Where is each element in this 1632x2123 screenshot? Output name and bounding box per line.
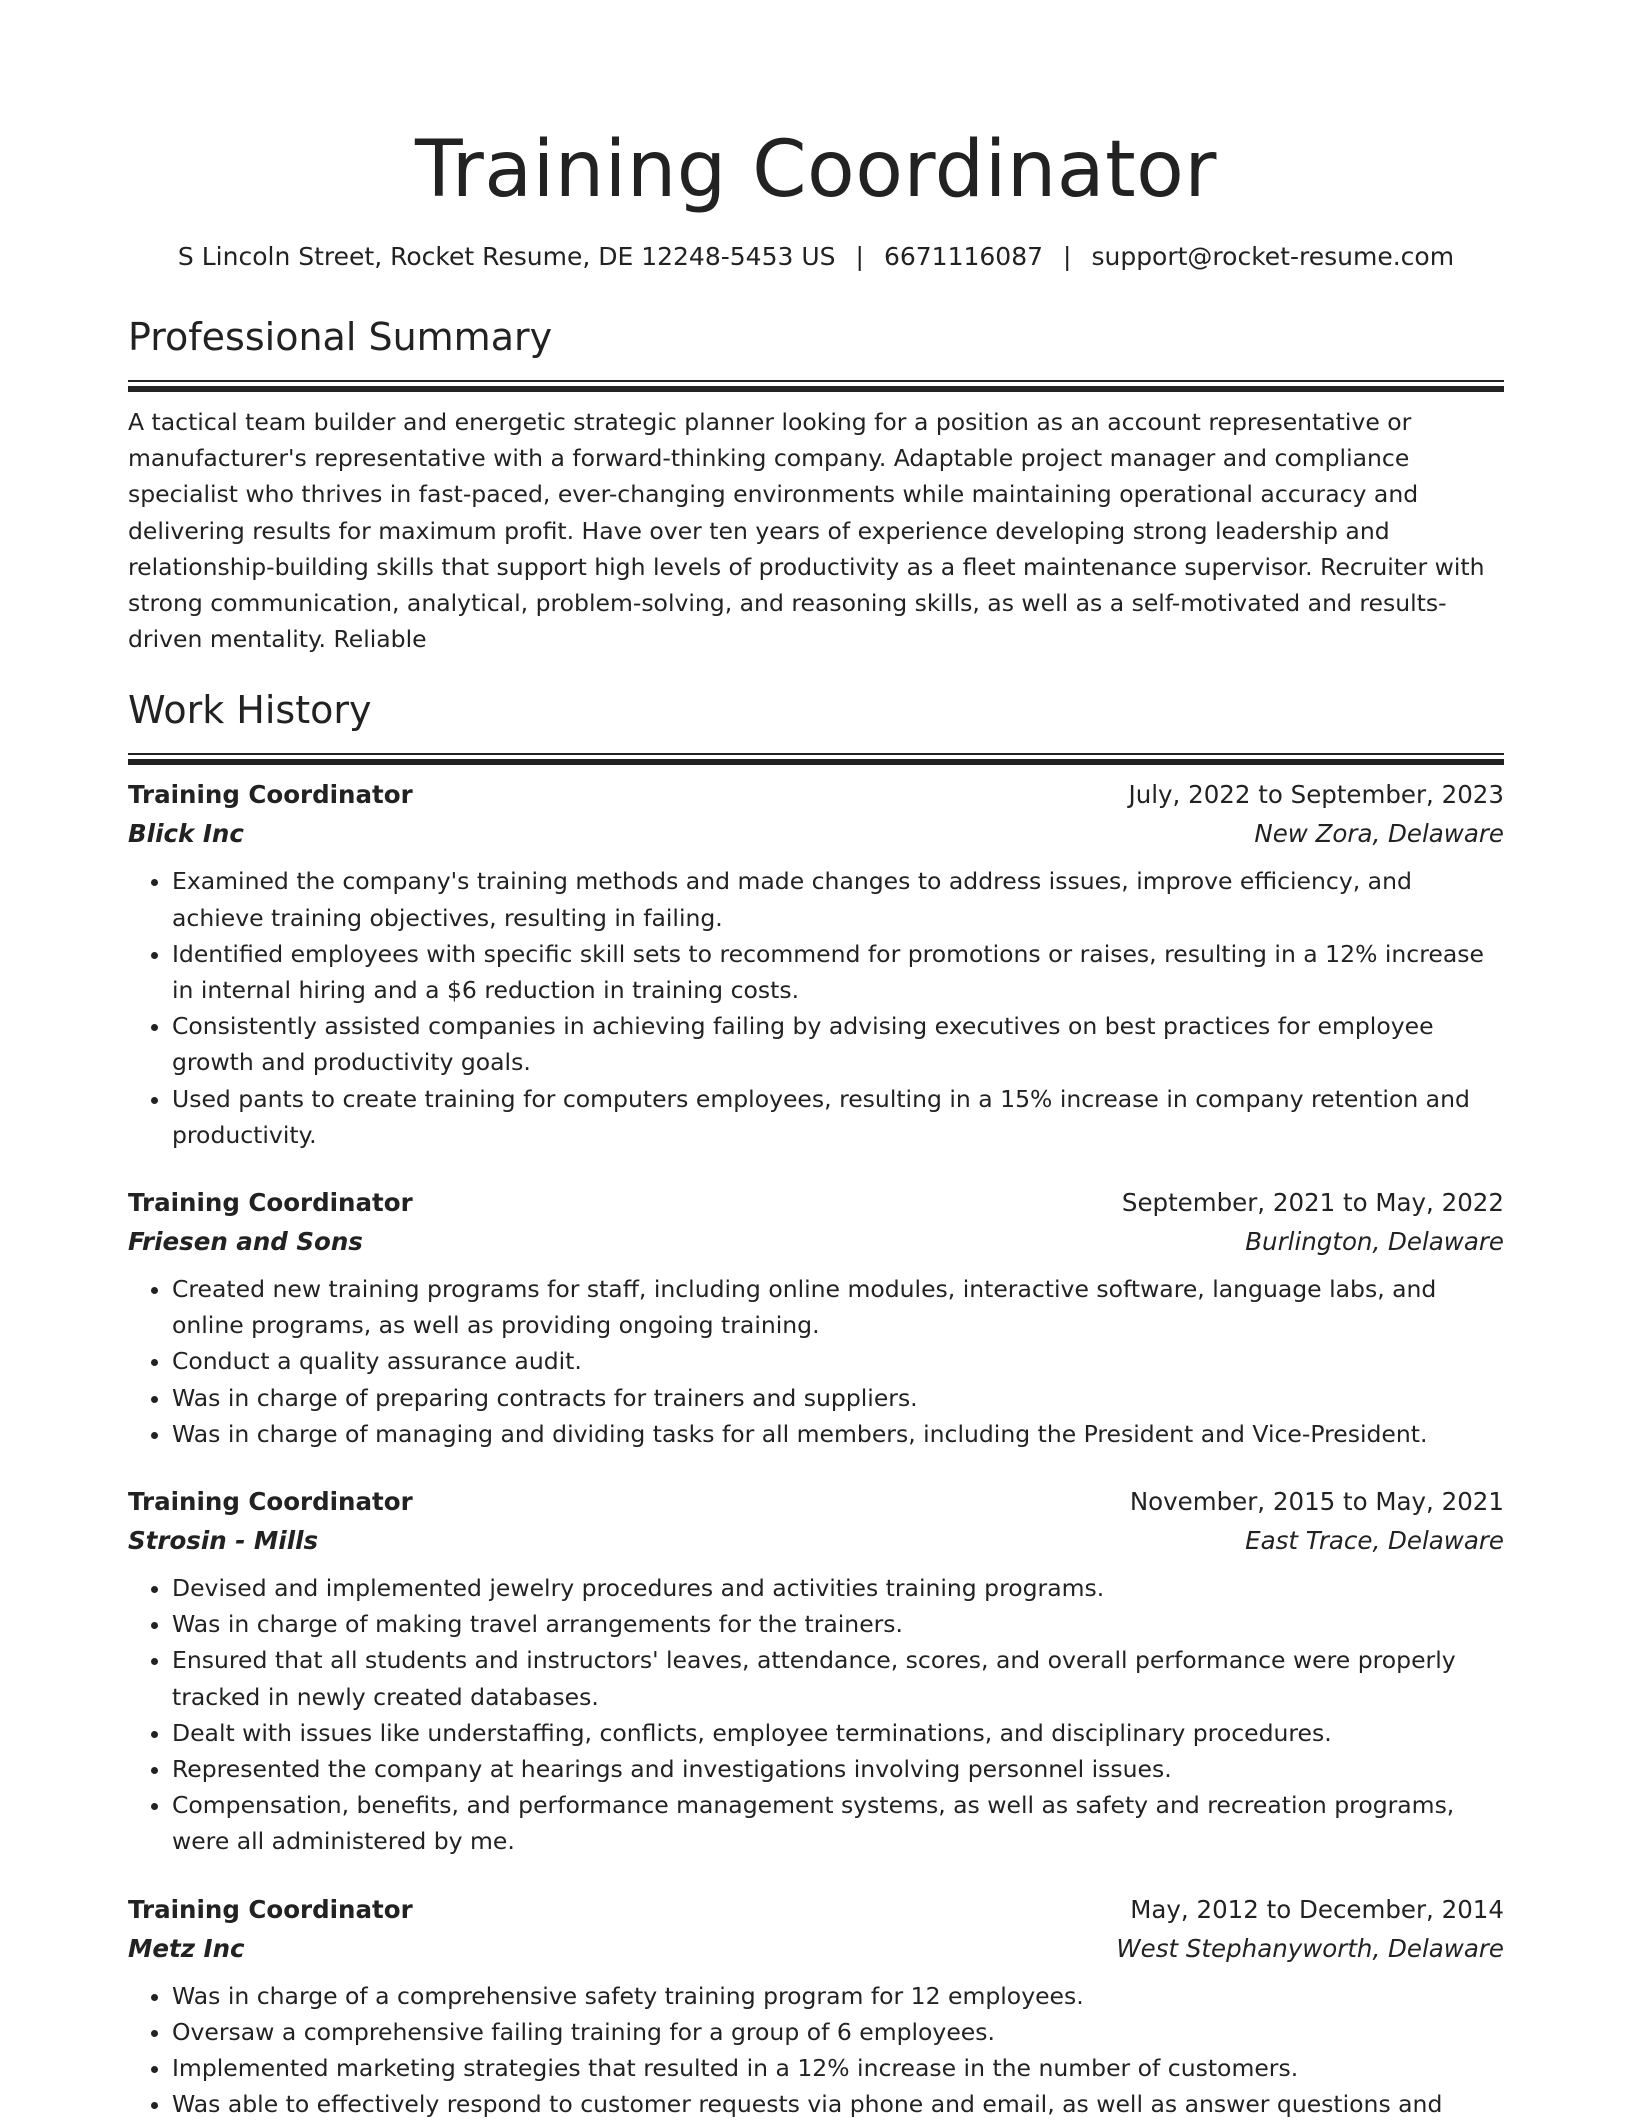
job-company: Strosin - Mills bbox=[128, 1526, 319, 1556]
contact-email: support@rocket-resume.com bbox=[1091, 242, 1455, 271]
contact-separator: | bbox=[1063, 242, 1072, 271]
work-history-section bbox=[128, 687, 1504, 2122]
job-bullet: • Was in charge of preparing contracts for trainers and suppliers. bbox=[172, 1380, 1504, 1416]
job-title: Training Coordinator bbox=[128, 1894, 413, 1924]
job-company: Metz Inc bbox=[128, 1933, 245, 1963]
job-bullet: • Oversaw a comprehensive failing training for a group of 6 employees. bbox=[172, 2014, 1504, 2050]
job-bullet-list bbox=[128, 1570, 1504, 1860]
job-location: Burlington, Delaware bbox=[1245, 1227, 1504, 1257]
job-dates: July, 2022 to September, 2023 bbox=[1128, 780, 1504, 810]
job-dates: May, 2012 to December, 2014 bbox=[1130, 1894, 1504, 1924]
job-location: New Zora, Delaware bbox=[1254, 819, 1504, 849]
section-heading-work-history: Work History bbox=[128, 688, 372, 733]
job-location: East Trace, Delaware bbox=[1245, 1526, 1504, 1556]
job-title: Training Coordinator bbox=[128, 780, 413, 810]
job-dates: September, 2021 to May, 2022 bbox=[1121, 1188, 1504, 1218]
job-company-row bbox=[128, 815, 1504, 853]
job-company: Blick Inc bbox=[128, 819, 244, 849]
job-entry bbox=[128, 1482, 1504, 1860]
resume-page bbox=[128, 0, 1504, 2123]
job-dates: November, 2015 to May, 2021 bbox=[1129, 1487, 1504, 1517]
job-bullet: • Implemented marketing strategies that resulted in a 12% increase in the number of customers. bbox=[172, 2050, 1504, 2086]
job-company-row bbox=[128, 1930, 1504, 1968]
job-bullet-list bbox=[128, 863, 1504, 1153]
job-header-row bbox=[128, 1482, 1504, 1522]
summary-paragraph: A tactical team builder and energetic strategic planner looking for a position as an account representative or manufacturer's representative with a forward-thinking company. Adaptable project manager and compliance specialist who thrives in fast-paced, ever-changing environments while maintaining operational accuracy and delivering results for maximum profit. Have over ten years of experience developing strong leadership and relationship-building skills that support high levels of productivity as a fleet maintenance supervisor. Recruiter with strong communication, analytical, problem-solving, and reasoning skills, as well as a self-motivated and results-driven mentality. Reliable bbox=[128, 408, 1485, 654]
job-header-row bbox=[128, 1183, 1504, 1223]
job-bullet: • Conduct a quality assurance audit. bbox=[172, 1343, 1504, 1379]
job-bullet: • Examined the company's training methods and made changes to address issues, improve efficiency, and achieve training objectives, resulting in failing. bbox=[172, 863, 1504, 935]
job-location: West Stephanyworth, Delaware bbox=[1116, 1933, 1504, 1963]
section-heading-summary: Professional Summary bbox=[128, 315, 553, 359]
contact-phone: 6671116087 bbox=[883, 242, 1044, 271]
job-company-row bbox=[128, 1522, 1504, 1560]
job-bullet-list bbox=[128, 1271, 1504, 1452]
job-header-row bbox=[128, 775, 1504, 815]
job-company-row bbox=[128, 1223, 1504, 1261]
contact-address: S Lincoln Street, Rocket Resume, DE 12248-5453 US bbox=[177, 242, 836, 271]
section-divider bbox=[128, 380, 1504, 392]
job-bullet: • Was in charge of a comprehensive safety training program for 12 employees. bbox=[172, 1978, 1504, 2014]
job-bullet: • Devised and implemented jewelry procedures and activities training programs. bbox=[172, 1570, 1504, 1606]
professional-summary-section bbox=[128, 314, 1504, 657]
job-bullet: • Used pants to create training for computers employees, resulting in a 15% increase in company retention and productivity. bbox=[172, 1081, 1504, 1153]
job-bullet: • Dealt with issues like understaffing, conflicts, employee terminations, and disciplinary procedures. bbox=[172, 1715, 1504, 1751]
job-entry bbox=[128, 775, 1504, 1153]
job-bullet: • Was able to effectively respond to customer requests via phone and email, as well as answer questions and bbox=[172, 2086, 1504, 2122]
job-bullet-list bbox=[128, 1978, 1504, 2123]
section-divider bbox=[128, 753, 1504, 765]
job-entry bbox=[128, 1890, 1504, 2123]
job-title: Training Coordinator bbox=[128, 1188, 413, 1218]
job-bullet: • Ensured that all students and instructors' leaves, attendance, scores, and overall performance were properly tracked in newly created databases. bbox=[172, 1642, 1504, 1714]
job-bullet: • Created new training programs for staff, including online modules, interactive software, language labs, and online programs, as well as providing ongoing training. bbox=[172, 1271, 1504, 1343]
contact-separator: | bbox=[855, 242, 864, 271]
job-bullet: • Consistently assisted companies in achieving failing by advising executives on best practices for employee growth and productivity goals. bbox=[172, 1008, 1504, 1080]
job-company: Friesen and Sons bbox=[128, 1227, 363, 1257]
resume-title: Training Coordinator bbox=[415, 125, 1217, 215]
job-bullet: • Compensation, benefits, and performance management systems, as well as safety and recreation programs, were all administered by me. bbox=[172, 1787, 1504, 1859]
job-bullet: • Was in charge of managing and dividing tasks for all members, including the President and Vice-President. bbox=[172, 1416, 1504, 1452]
job-bullet: • Represented the company at hearings and investigations involving personnel issues. bbox=[172, 1751, 1504, 1787]
job-title: Training Coordinator bbox=[128, 1487, 413, 1517]
job-bullet: • Identified employees with specific skill sets to recommend for promotions or raises, resulting in a 12% increase in internal hiring and a $6 reduction in training costs. bbox=[172, 936, 1504, 1008]
job-header-row bbox=[128, 1890, 1504, 1930]
job-entry bbox=[128, 1183, 1504, 1452]
contact-line bbox=[128, 240, 1504, 274]
job-bullet: • Was in charge of making travel arrangements for the trainers. bbox=[172, 1606, 1504, 1642]
